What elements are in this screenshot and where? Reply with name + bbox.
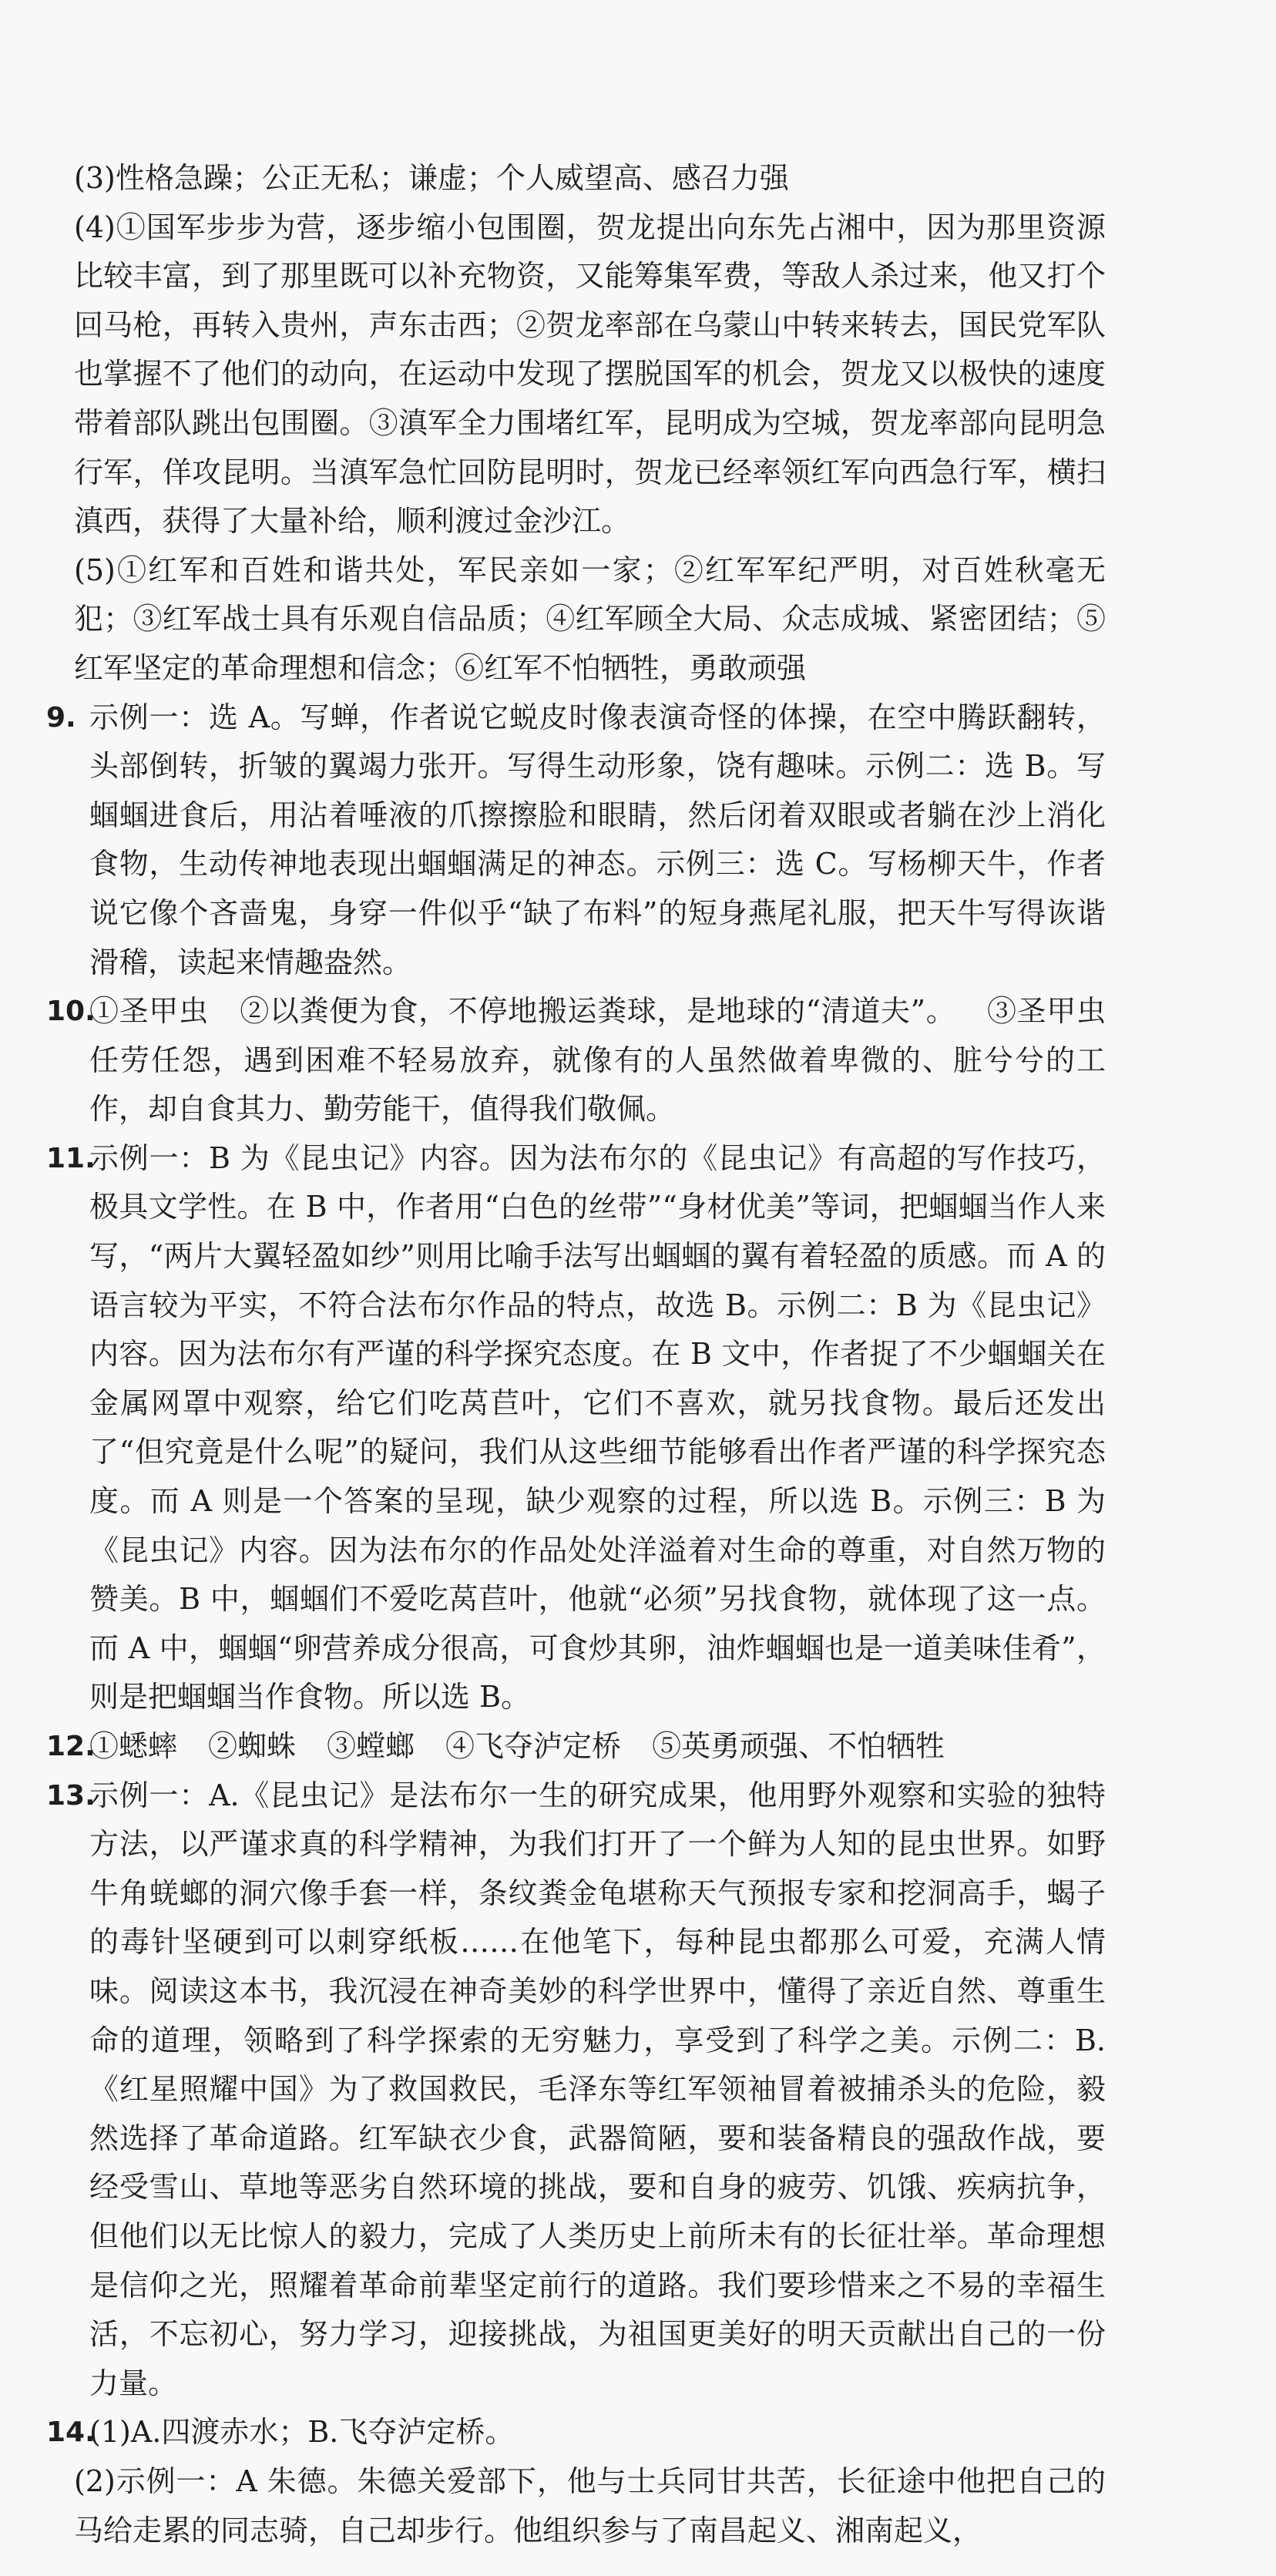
question-number: 13. (46, 1779, 96, 1812)
answer-12-p1: ①蟋蟀 (89, 1729, 178, 1763)
answer-12-p5: ⑤英勇顽强、不怕牺牲 (652, 1729, 945, 1763)
answer-10-part1: ①圣甲虫 (89, 994, 209, 1029)
answer-10-part3: ③圣甲虫任劳任怨，遇到困难不轻易放弃，就像有的人虽然做着卑微的、脏兮兮的工作，却自食其力、勤劳能干，值得我们敬佩。 (89, 994, 1106, 1127)
answer-10-part2: ②以粪便为食，不停地搬运粪球，是地球的“清道夫”。 (239, 994, 956, 1029)
answer-14-2: (2)示例一：A 朱德。朱德关爱部下，他与士兵同甘共苦，长征途中他把自己的马给走累的同志骑，自己却步行。他组织参与了南昌起义、湘南起义， (74, 2463, 1106, 2547)
answer-13 (46, 1772, 1106, 2409)
question-number: 14. (46, 2416, 96, 2449)
answer-12 (46, 1722, 1106, 1772)
question-number: 9. (46, 701, 76, 734)
answer-8-5: (5)①红军和百姓和谐共处，军民亲如一家；②红军军纪严明，对百姓秋毫无犯；③红军战士具有乐观自信品质；④红军顾全大局、众志成城、紧密团结；⑤红军坚定的革命理想和信念；⑥红军不怕牺牲，勇敢顽强 (74, 552, 1106, 685)
question-number: 12. (46, 1731, 96, 1762)
answer-12-p2: ②蜘蛛 (208, 1729, 297, 1763)
answer-text-block (46, 154, 1106, 2555)
answer-10 (46, 987, 1106, 1134)
answer-12-p4: ④飞夺泸定桥 (445, 1729, 622, 1763)
answer-9 (46, 694, 1106, 988)
answer-13-text: 示例一：A.《昆虫记》是法布尔一生的研究成果，他用野外观察和实验的独特方法，以严谨求真的科学精神，为我们打开了一个鲜为人知的昆虫世界。如野牛角蜣螂的洞穴像手套一样，条纹粪金龟堪称天气预报专家和挖洞高手，蝎子的毒针坚硬到可以刺穿纸板……在他笔下，每种昆虫都那么可爱，充满人情味。阅读这本书，我沉浸在神奇美妙的科学世界中，懂得了亲近自然、尊重生命的道理，领略到了科学探索的无穷魅力，享受到了科学之美。示例二：B.《红星照耀中国》为了救国救民，毛泽东等红军领袖冒着被捕杀头的危险，毅然选择了革命道路。红军缺衣少食，武器简陋，要和装备精良的强敌作战，要经受雪山、草地等恶劣自然环境的挑战，要和自身的疲劳、饥饿、疾病抗争，但他们以无比惊人的毅力，完成了人类历史上前所未有的长征壮举。革命理想是信仰之光，照耀着革命前辈坚定前行的道路。我们要珍惜来之不易的幸福生活，不忘初心，努力学习，迎接挑战，为祖国更美好的明天贡献出自己的一份力量。 (89, 1778, 1106, 2400)
answer-11 (46, 1134, 1106, 1722)
answer-8-3: (3)性格急躁；公正无私；谦虚；个人威望高、感召力强 (74, 161, 789, 195)
answer-14 (46, 2408, 1106, 2457)
question-number: 11. (46, 1142, 96, 1174)
answer-9-text: 示例一：选 A。写蝉，作者说它蜕皮时像表演奇怪的体操，在空中腾跃翻转，头部倒转，折皱的翼竭力张开。写得生动形象，饶有趣味。示例二：选 B。写蝈蝈进食后，用沾着唾液的爪擦擦脸和眼睛，然后闭着双眼或者躺在沙上消化食物，生动传神地表现出蝈蝈满足的神态。示例三：选 C。写杨柳天牛，作者说它像个吝啬鬼，身穿一件似乎“缺了布料”的短身燕尾礼服，把天牛写得诙谐滑稽，读起来情趣盎然。 (89, 700, 1106, 979)
answer-11-text: 示例一：B 为《昆虫记》内容。因为法布尔的《昆虫记》有高超的写作技巧，极具文学性。在 B 中，作者用“白色的丝带”“身材优美”等词，把蝈蝈当作人来写，“两片大翼轻盈如纱”则用比喻手法写出蝈蝈的翼有着轻盈的质感。而 A 的语言较为平实，不符合法布尔作品的特点，故选 B。示例二：B 为《昆虫记》内容。因为法布尔有严谨的科学探究态度。在 B 文中，作者捉了不少蝈蝈关在金属网罩中观察，给它们吃莴苣叶，它们不喜欢，就另找食物。最后还发出了“但究竟是什么呢”的疑问，我们从这些细节能够看出作者严谨的科学探究态度。而 A 则是一个答案的呈现，缺少观察的过程，所以选 B。示例三：B 为《昆虫记》内容。因为法布尔的作品处处洋溢着对生命的尊重，对自然万物的赞美。B 中，蝈蝈们不爱吃莴苣叶，他就“必须”另找食物，就体现了这一点。而 A 中，蝈蝈“卵营养成分很高，可食炒其卵，油炸蝈蝈也是一道美味佳肴”，则是把蝈蝈当作食物。所以选 B。 (89, 1140, 1106, 1715)
answer-14-part1: (1)A.四渡赤水；B.飞夺泸定桥。 (89, 2415, 515, 2450)
answer-8-4: (4)①国军步步为营，逐步缩小包围圈，贺龙提出向东先占湘中，因为那里资源比较丰富，到了那里既可以补充物资，又能筹集军费，等敌人杀过来，他又打个回马枪，再转入贵州，声东击西；②贺龙率部在乌蒙山中转来转去，国民党军队也掌握不了他们的动向，在运动中发现了摆脱国军的机会，贺龙又以极快的速度带着部队跳出包围圈。③滇军全力围堵红军，昆明成为空城，贺龙率部向昆明急行军，佯攻昆明。当滇军急忙回防昆明时，贺龙已经率领红军向西急行军，横扫滇西，获得了大量补给，顺利渡过金沙江。 (74, 210, 1106, 539)
answer-12-p3: ③螳螂 (327, 1729, 415, 1763)
question-number: 10. (46, 996, 96, 1028)
